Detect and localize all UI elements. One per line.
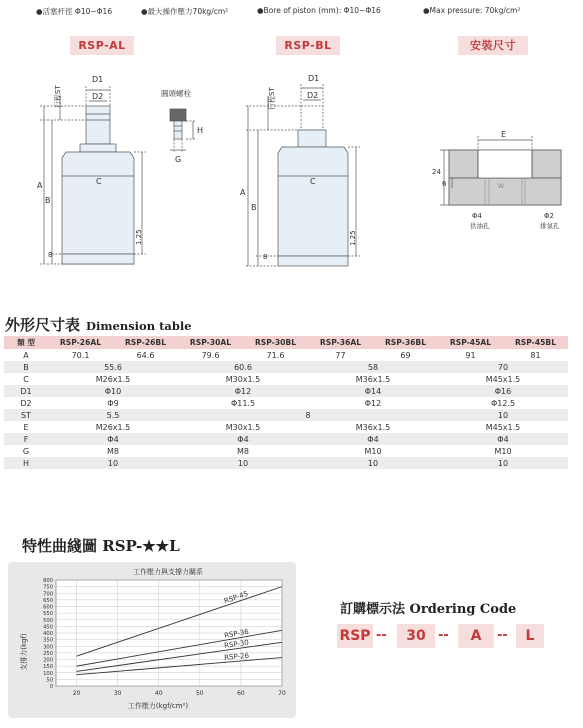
ordering-code-title-en: Ordering Code [409, 602, 517, 617]
bolt-h-label: H [197, 126, 204, 135]
table-cell: ST [4, 409, 48, 421]
table-cell: 8 [178, 409, 438, 421]
chart-y-tick-label: 300 [43, 644, 53, 651]
table-header-cell: RSP-30BL [243, 336, 308, 349]
order-code-separator: -- [376, 628, 387, 643]
table-header-cell: RSP-36BL [373, 336, 438, 349]
chart-y-tick-label: 150 [43, 664, 53, 671]
mount-f2-label: Φ2 [544, 212, 554, 220]
al-c-label: C [96, 177, 102, 186]
table-cell: G [22, 446, 30, 456]
table-cell: C [23, 374, 29, 384]
table-cell: Φ12 [178, 385, 308, 397]
chart-y-tick-label: 400 [43, 631, 53, 637]
table-cell: 70.1 [71, 350, 90, 360]
drain-port-label: 排氣孔 [540, 222, 560, 230]
chart-y-tick-label: 800 [43, 578, 53, 584]
mount-f-label: Φ4 [472, 212, 482, 220]
model-tag-al: RSP-AL [70, 36, 134, 55]
table-cell: 10 [48, 457, 178, 469]
chart-y-tick-label: 500 [43, 617, 53, 624]
bl-c-label: C [310, 177, 316, 186]
table-header-cell: RSP-26AL [48, 336, 113, 349]
table-row [4, 433, 568, 445]
supply-port-label: 供油孔 [470, 222, 490, 230]
chart-y-tick-label: 0 [49, 684, 53, 690]
table-cell: M30x1.5 [225, 374, 261, 384]
table-header-row [4, 336, 568, 349]
curve-section-title: 特性曲綫圖 RSP-★★L [22, 537, 180, 555]
mount-w-label: W [498, 183, 504, 190]
table-cell: 81 [530, 350, 541, 360]
spec-pressure-cn: ●最大操作壓力70kg/cm² [141, 7, 229, 16]
bl-8-label: 8 [263, 253, 268, 261]
bl-stroke-label: 行程ST [268, 87, 276, 110]
chart-y-tick-label: 650 [43, 597, 53, 604]
spec-bore-en: ●Bore of piston (mm): Φ10~Φ16 [257, 6, 381, 15]
table-row [4, 409, 568, 421]
chart-y-tick-label: 350 [43, 637, 53, 644]
table-cell: Φ4 [48, 433, 178, 445]
table-row [4, 457, 568, 469]
table-cell: Φ11.5 [230, 398, 256, 408]
rsp-bl-drawing [246, 84, 360, 266]
al-d2-label: D2 [92, 92, 104, 101]
mount-24-label: 24 [432, 168, 441, 176]
table-row [4, 385, 568, 397]
table-cell: 70 [438, 361, 568, 373]
bl-d2-label: D2 [307, 91, 319, 100]
chart-x-tick-label: 20 [72, 690, 81, 697]
chart-series-label: RSP-30 [223, 638, 250, 650]
chart-series-label: RSP-26 [223, 651, 250, 662]
spec-pressure-en: ●Max pressure: 70kg/cm² [423, 6, 521, 15]
table-cell: M36x1.5 [355, 374, 391, 384]
ordering-code-title-cn: 訂購標示法 [340, 602, 406, 617]
rsp-al-drawing [40, 86, 146, 264]
table-cell: 10 [308, 457, 438, 469]
table-cell: 58 [308, 361, 438, 373]
table-cell: D1 [4, 385, 48, 397]
bl-125-label: 1.25 [349, 230, 357, 246]
table-row [4, 349, 568, 361]
table-cell: 60.6 [178, 361, 308, 373]
technical-drawings [0, 60, 583, 300]
chart-x-axis-label: 工作壓力(kgf/cm²) [127, 702, 189, 710]
order-code-suffix: L [516, 624, 544, 648]
al-d1-label: D1 [92, 75, 104, 84]
order-code-size: 30 [397, 624, 435, 648]
order-code-separator: -- [438, 628, 449, 643]
table-cell: M45x1.5 [485, 374, 521, 384]
chart-x-tick-label: 40 [154, 690, 163, 697]
table-header-cell: RSP-45AL [438, 336, 503, 349]
chart-y-tick-label: 250 [43, 650, 53, 657]
table-cell: E [23, 422, 29, 432]
table-cell: B [4, 361, 48, 373]
chart-x-tick-label: 60 [237, 690, 245, 697]
dimension-table [4, 336, 568, 469]
table-cell: Φ4 [438, 433, 568, 445]
table-header-cell: RSP-30AL [178, 336, 243, 349]
chart-y-tick-label: 750 [43, 584, 53, 591]
table-cell: M26x1.5 [95, 422, 131, 432]
table-cell: Φ10 [48, 385, 178, 397]
table-cell: M36x1.5 [355, 422, 391, 432]
table-cell: M45x1.5 [485, 422, 521, 432]
al-125-label: 1.25 [135, 229, 143, 245]
table-header-cell: RSP-36AL [308, 336, 373, 349]
chart-title: 工作壓力與支撐力關系 [133, 568, 203, 576]
table-row [4, 421, 568, 433]
table-cell: 10 [438, 409, 568, 421]
chart-y-tick-label: 50 [46, 677, 53, 684]
table-cell: M8 [237, 446, 249, 456]
order-code-type: A [458, 624, 494, 648]
table-cell: A [23, 350, 29, 360]
chart-y-axis-label: 支撐力(kgf) [20, 633, 28, 671]
chart-x-tick-label: 30 [113, 690, 122, 697]
order-code-series: RSP [337, 624, 373, 648]
table-cell: M30x1.5 [225, 422, 261, 432]
order-code-separator: -- [497, 628, 508, 643]
table-row [4, 361, 568, 373]
table-row [4, 445, 568, 457]
al-stroke-label: 行程ST [54, 85, 62, 108]
table-cell: 91 [465, 350, 476, 360]
al-b-label: B [45, 196, 51, 205]
table-cell: 79.6 [201, 350, 220, 360]
ordering-code-title [340, 598, 516, 617]
bolt-g-label: G [175, 155, 182, 164]
dimension-table-title-cn: 外形尺寸表 [5, 316, 81, 334]
table-cell: 10 [178, 457, 308, 469]
al-a-label: A [37, 181, 43, 190]
mount-6-label: 6 [442, 180, 447, 188]
table-cell: Φ9 [107, 398, 119, 408]
table-cell: 55.6 [48, 361, 178, 373]
dimension-table-title [5, 314, 192, 335]
dimension-table-title-en: Dimension table [86, 319, 192, 333]
bl-b-label: B [251, 203, 257, 212]
table-cell: M10 [364, 446, 382, 456]
table-cell: Φ4 [308, 433, 438, 445]
table-header-cell: RSP-45BL [503, 336, 568, 349]
table-cell: M26x1.5 [95, 374, 131, 384]
chart-x-tick-label: 70 [278, 690, 286, 697]
chart-y-tick-label: 550 [43, 611, 53, 618]
table-header-cell: RSP-26BL [113, 336, 178, 349]
table-cell: Φ12.5 [490, 398, 516, 408]
table-cell: Φ16 [438, 385, 568, 397]
chart-series-label: RSP-36 [223, 627, 250, 640]
mount-drawing [440, 136, 561, 205]
table-cell: 71.6 [266, 350, 285, 360]
table-cell: Φ4 [178, 433, 308, 445]
table-cell: Φ14 [308, 385, 438, 397]
table-cell: 77 [335, 350, 346, 360]
chart-y-tick-label: 100 [43, 670, 53, 677]
table-cell: F [4, 433, 48, 445]
chart-panel [8, 562, 296, 718]
bl-a-label: A [240, 188, 246, 197]
chart-y-tick-label: 450 [43, 624, 53, 631]
table-cell: 10 [438, 457, 568, 469]
chart-y-tick-label: 700 [43, 591, 53, 598]
mount-e-label: E [501, 130, 507, 139]
chart-x-tick-label: 50 [195, 690, 204, 697]
support-force-chart [8, 562, 296, 718]
bolt-title: 圓頭螺栓 [161, 89, 191, 98]
table-cell: 5.5 [48, 409, 178, 421]
chart-y-tick-label: 200 [43, 657, 53, 664]
chart-y-tick-label: 600 [43, 604, 53, 611]
spec-bore-cn: ●活塞杆徑 Φ10~Φ16 [36, 7, 113, 16]
table-cell: M8 [107, 446, 119, 456]
table-cell: D2 [20, 398, 32, 408]
table-row [4, 397, 568, 409]
table-cell: 69 [400, 350, 411, 360]
model-tag-bl: RSP-BL [276, 36, 340, 55]
al-8-label: 8 [48, 251, 53, 259]
table-row [4, 373, 568, 385]
chart-series-label: RSP-45 [223, 589, 250, 606]
table-cell: 64.6 [136, 350, 155, 360]
table-header-cell: 類 型 [4, 336, 48, 349]
bl-d1-label: D1 [308, 74, 320, 83]
mount-dimensions-tag: 安裝尺寸 [458, 36, 528, 55]
table-cell: Φ12 [364, 398, 382, 408]
table-cell: H [4, 457, 48, 469]
bolt-drawing [170, 109, 196, 152]
table-cell: M10 [494, 446, 512, 456]
